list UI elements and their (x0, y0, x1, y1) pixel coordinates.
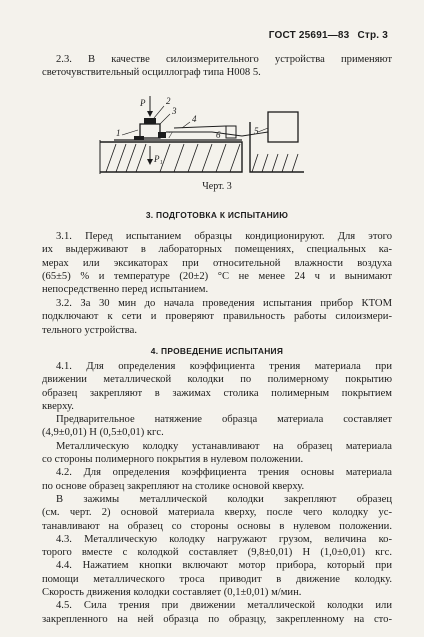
figure-3-diagram (92, 92, 322, 182)
text-line: 3.1. Перед испытанием образцы кондиционируют. Для этого (56, 231, 392, 242)
figure-caption: Черт. 3 (202, 181, 232, 192)
text-line: движении металлической колодки по полимерному покрытию (42, 374, 392, 386)
text-line: 4.5. Сила трения при движении металлической колодки или (56, 600, 392, 612)
text-line: тельного устройства. (42, 324, 138, 336)
section-4-title: 4. ПРОВЕДЕНИЕ ИСПЫТАНИЯ (150, 346, 284, 356)
text-line: 4.3. Металлическую колодку нагружают грузом, величина ко- (56, 533, 392, 545)
text-line: 4.4. Нажатием кнопки включают мотор прибора, который при (56, 560, 392, 572)
text-line: мерах или эксикаторах при относительной влажности воздуха (42, 257, 392, 269)
text-line: 4.2. Для определения коэффициента трения основы материала (56, 467, 392, 479)
text-line: 3.2. За 30 мин до начала проведения испытания прибор КТОМ (56, 298, 392, 309)
paragraph-3-2 (42, 297, 392, 337)
text-line: непосредственно перед испытанием. (42, 284, 209, 296)
figure-label-1: 1 (116, 128, 121, 138)
figure-label-3: 3 (172, 106, 177, 116)
text-line: 4.1. Для определения коэффициента трения материала при (56, 361, 392, 372)
text-line: торого вместе с колодкой составляет (9,8±0,01) Н (1,0±0,01) кгс. (42, 547, 392, 559)
text-line: по основе образец закрепляют на столике основой кверху. (42, 480, 305, 492)
text-line: закрепленного на ней образца по образцу, закрепленному на сто- (42, 613, 392, 625)
text-line: Предварительное натяжение образца материала составляет (56, 414, 392, 426)
section-3-title: 3. ПОДГОТОВКА К ИСПЫТАНИЮ (145, 210, 289, 220)
section-4-body (42, 360, 392, 626)
text-line: Металлическую колодку устанавливают на образец материала (56, 440, 392, 452)
text-line: со стороны полимерного покрытия в нулевом положении. (42, 454, 304, 466)
page-number: Стр. 3 (357, 30, 388, 41)
text-line: кверху. (42, 400, 74, 412)
figure-label-p1: P₁ (154, 154, 163, 164)
page-header (269, 30, 388, 41)
text-line: танавливают на образец со стороны основы в нулевом положении. (42, 520, 392, 532)
figure-label-p: P (140, 98, 146, 108)
text-line: (65±5) % и температуре (20±2) °С не менее 24 ч и вынимают (42, 270, 392, 282)
figure-label-7: 7 (168, 130, 173, 140)
figure-label-6: 6 (216, 130, 221, 140)
figure-label-2: 2 (166, 96, 171, 106)
figure-label-5: 5 (254, 126, 259, 136)
paragraph-3-1 (42, 230, 392, 296)
text-line: (4,9±0,01) Н (0,5±0,01) кгс. (42, 427, 164, 439)
text-line: подключают к сети и проверяют правильность работы силоизмери- (42, 311, 392, 323)
text-line: помощи металлического троса приводит в движение колодку. (42, 573, 392, 585)
text-line: 2.3. В качестве силоизмерительного устройства применяют (56, 54, 392, 65)
text-line: светочувствительный осциллограф типа Н008 5. (42, 67, 261, 79)
paragraph-2-3 (42, 53, 392, 80)
text-line: их выдерживают в лабораторных помещениях, специальных ка- (42, 244, 392, 256)
text-line: (см. черт. 2) основой материала кверху, после чего колодку ус- (42, 507, 392, 519)
friction-tester-schematic (92, 92, 322, 182)
text-line: образец закрепляют в зажимах столика полимерным покрытием (42, 387, 392, 399)
standard-number: ГОСТ 25691—83 (268, 30, 350, 41)
text-line: В зажимы металлической колодки закрепляют образец (56, 493, 392, 505)
text-line: Скорость движения колодки составляет (0,1±0,01) м/мин. (42, 587, 302, 599)
figure-label-4: 4 (192, 114, 197, 124)
